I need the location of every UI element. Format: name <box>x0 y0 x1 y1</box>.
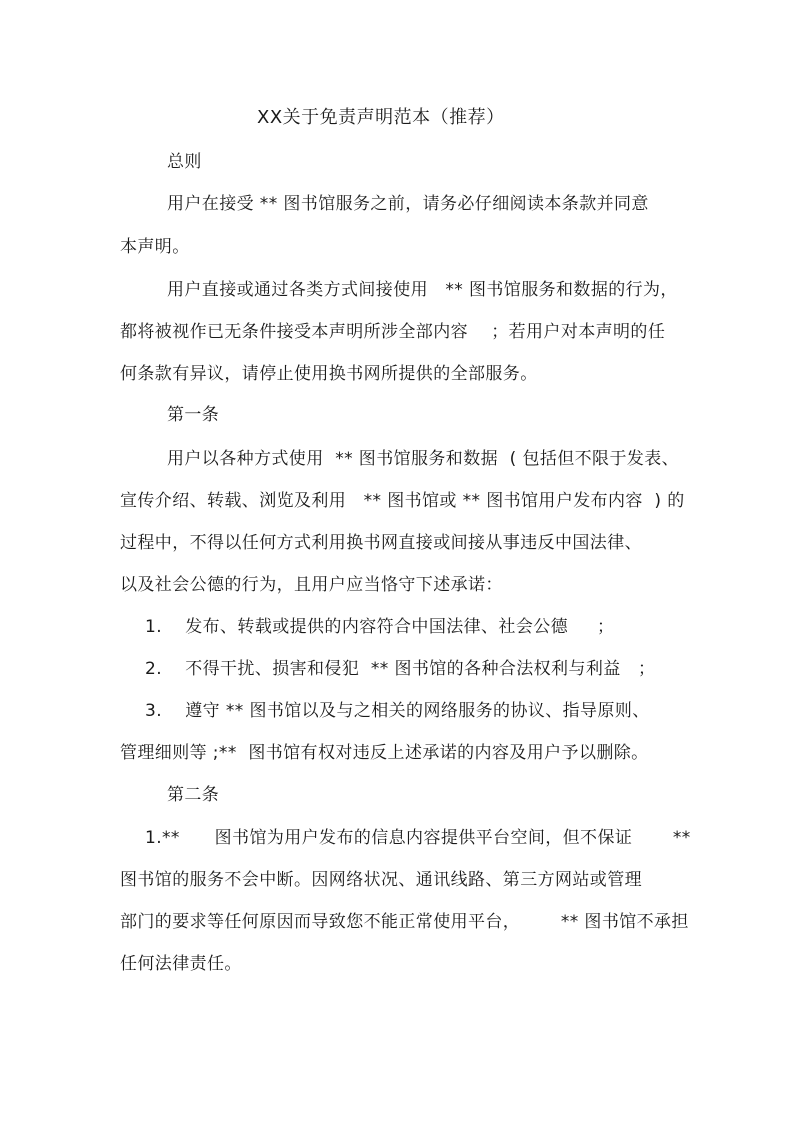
list-item: 3. 遵守 ** 图书馆以及与之相关的网络服务的协议、指导原则、 <box>145 701 650 721</box>
section-heading-article-2: 第二条 <box>167 785 220 805</box>
document-title: XX关于免责声明范本（推荐） <box>257 107 505 128</box>
text-line: 过程中，不得以任何方式利用换书网直接或间接从事违反中国法律、 <box>120 533 642 553</box>
text-line: 都将被视作已无条件接受本声明所涉全部内容 ；若用户对本声明的任 <box>120 322 666 342</box>
text-line: 以及社会公德的行为，且用户应当恪守下述承诺： <box>120 575 503 595</box>
list-item: 2. 不得干扰、损害和侵犯 ** 图书馆的各种合法权利与利益 ； <box>145 659 656 679</box>
section-heading-article-1: 第一条 <box>167 405 220 425</box>
text-line: 用户在接受 ** 图书馆服务之前，请务必仔细阅读本条款并同意 <box>167 194 649 214</box>
section-heading-general: 总则 <box>167 152 202 172</box>
text-line: 图书馆的服务不会中断。因网络状况、通讯线路、第三方网站或管理 <box>120 870 642 890</box>
text-line: 何条款有异议，请停止使用换书网所提供的全部服务。 <box>120 364 538 384</box>
text-line: 任何法律责任。 <box>120 954 242 974</box>
list-item: 1.** 图书馆为用户发布的信息内容提供平台空间，但不保证 ** <box>145 828 691 848</box>
text-line: 用户直接或通过各类方式间接使用 ** 图书馆服务和数据的行为， <box>167 280 678 300</box>
text-line: 管理细则等 ;** 图书馆有权对违反上述承诺的内容及用户予以删除。 <box>120 743 649 763</box>
text-line: 部门的要求等任何原因而导致您不能正常使用平台， ** 图书馆不承担 <box>120 912 689 932</box>
list-item: 1. 发布、转载或提供的内容符合中国法律、社会公德 ； <box>145 617 615 637</box>
text-line: 宣传介绍、转载、浏览及利用 ** 图书馆或 ** 图书馆用户发布内容 ) 的 <box>120 491 685 511</box>
text-line: 用户以各种方式使用 ** 图书馆服务和数据 ( 包括但不限于发表、 <box>167 449 680 469</box>
text-line: 本声明。 <box>120 237 190 257</box>
